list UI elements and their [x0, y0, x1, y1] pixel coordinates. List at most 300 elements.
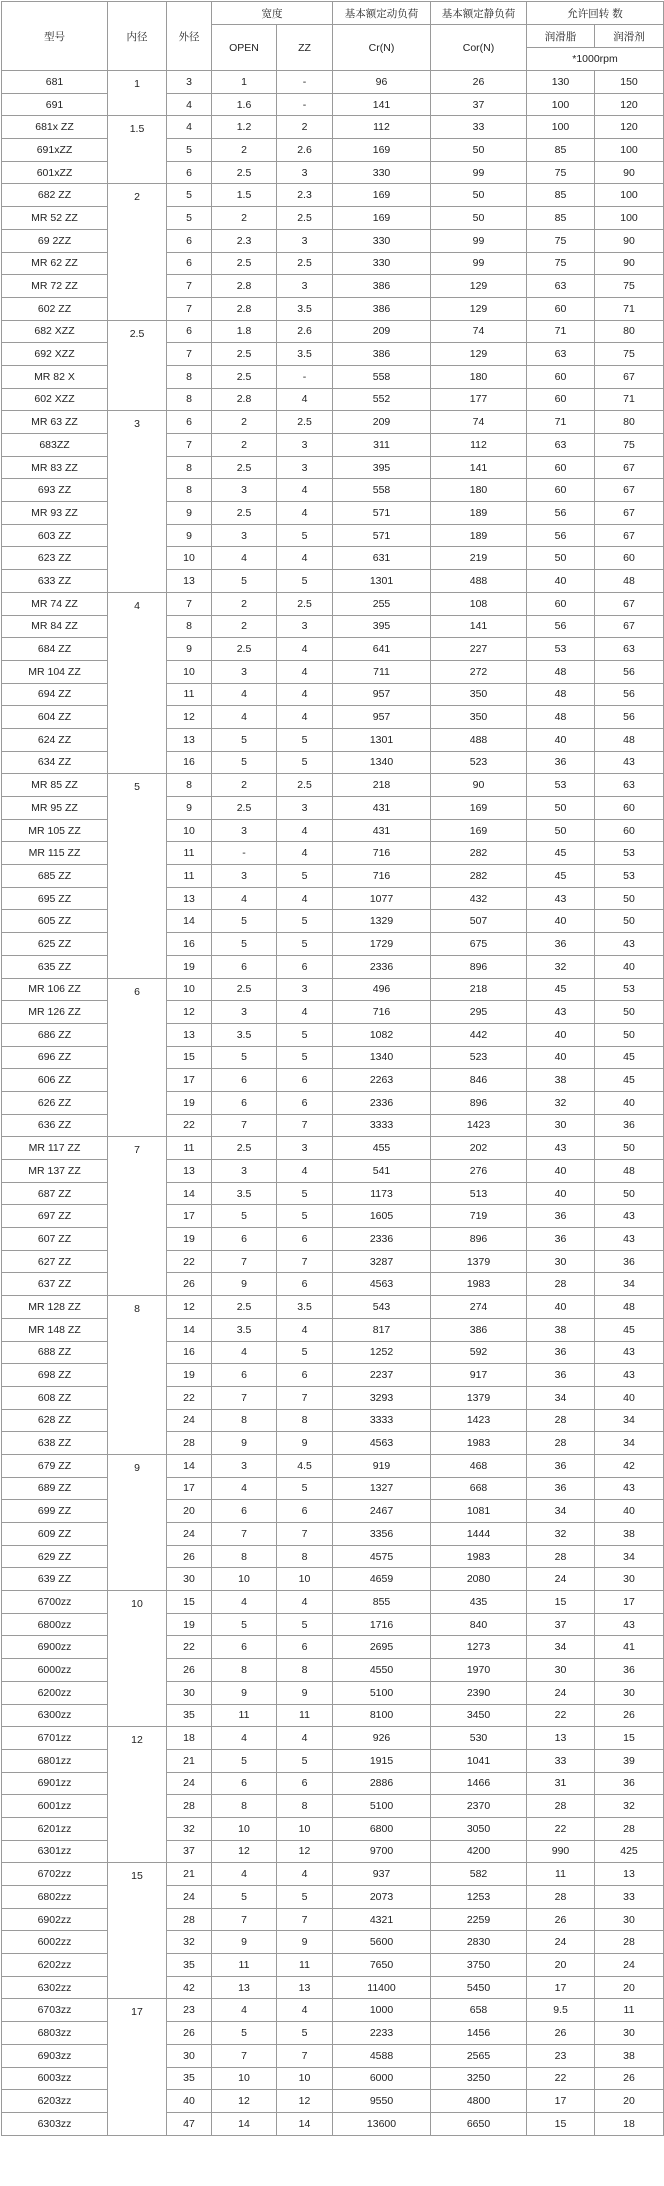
cell-static-load: 592 — [431, 1341, 527, 1364]
cell-speed-grease: 48 — [527, 683, 595, 706]
cell-speed-grease: 63 — [527, 434, 595, 457]
cell-model: 6703zz — [2, 1999, 108, 2022]
cell-model: 633 ZZ — [2, 570, 108, 593]
cell-dynamic-load: 1000 — [333, 1999, 431, 2022]
cell-width-open: 2.5 — [212, 978, 277, 1001]
cell-dynamic-load: 2695 — [333, 1636, 431, 1659]
cell-dynamic-load: 3293 — [333, 1386, 431, 1409]
cell-speed-grease: 23 — [527, 2044, 595, 2067]
cell-model: 6701zz — [2, 1727, 108, 1750]
cell-speed-oil: 38 — [595, 1523, 664, 1546]
cell-speed-oil: 39 — [595, 1749, 664, 1772]
table-row — [2, 456, 664, 479]
cell-dynamic-load: 141 — [333, 93, 431, 116]
cell-width-open: 2.5 — [212, 638, 277, 661]
table-row — [2, 683, 664, 706]
cell-static-load: 442 — [431, 1023, 527, 1046]
cell-static-load: 2259 — [431, 1908, 527, 1931]
cell-model: 684 ZZ — [2, 638, 108, 661]
cell-dynamic-load: 2467 — [333, 1500, 431, 1523]
table-row — [2, 1250, 664, 1273]
cell-width-open: 4 — [212, 1591, 277, 1614]
cell-speed-oil: 43 — [595, 1205, 664, 1228]
cell-dynamic-load: 4563 — [333, 1273, 431, 1296]
table-row — [2, 865, 664, 888]
cell-width-zz: 3 — [277, 615, 333, 638]
cell-width-zz: - — [277, 71, 333, 94]
cell-static-load: 896 — [431, 1228, 527, 1251]
cell-outer-diameter: 17 — [167, 1477, 212, 1500]
cell-outer-diameter: 10 — [167, 819, 212, 842]
table-row — [2, 1409, 664, 1432]
cell-static-load: 169 — [431, 797, 527, 820]
cell-static-load: 99 — [431, 161, 527, 184]
cell-dynamic-load: 1301 — [333, 570, 431, 593]
cell-model: 691xZZ — [2, 139, 108, 162]
cell-speed-oil: 33 — [595, 1886, 664, 1909]
cell-outer-diameter: 22 — [167, 1386, 212, 1409]
cell-speed-oil: 56 — [595, 660, 664, 683]
cell-static-load: 26 — [431, 71, 527, 94]
cell-speed-oil: 45 — [595, 1046, 664, 1069]
cell-width-zz: 2.5 — [277, 252, 333, 275]
cell-model: MR 84 ZZ — [2, 615, 108, 638]
cell-speed-oil: 45 — [595, 1069, 664, 1092]
cell-dynamic-load: 631 — [333, 547, 431, 570]
cell-speed-grease: 100 — [527, 93, 595, 116]
cell-static-load: 189 — [431, 502, 527, 525]
cell-width-open: 5 — [212, 1046, 277, 1069]
cell-speed-oil: 80 — [595, 320, 664, 343]
cell-dynamic-load: 7650 — [333, 1954, 431, 1977]
cell-model: 683ZZ — [2, 434, 108, 457]
cell-static-load: 218 — [431, 978, 527, 1001]
cell-speed-grease: 20 — [527, 1954, 595, 1977]
cell-speed-grease: 40 — [527, 1160, 595, 1183]
cell-speed-oil: 100 — [595, 139, 664, 162]
cell-outer-diameter: 18 — [167, 1727, 212, 1750]
table-row — [2, 161, 664, 184]
cell-inner-diameter: 1 — [108, 71, 167, 116]
cell-speed-grease: 33 — [527, 1749, 595, 1772]
cell-static-load: 112 — [431, 434, 527, 457]
cell-width-open: 2.5 — [212, 456, 277, 479]
cell-outer-diameter: 10 — [167, 547, 212, 570]
cell-speed-oil: 120 — [595, 93, 664, 116]
cell-model: MR 126 ZZ — [2, 1001, 108, 1024]
cell-outer-diameter: 13 — [167, 1023, 212, 1046]
cell-speed-oil: 50 — [595, 887, 664, 910]
cell-static-load: 1456 — [431, 2022, 527, 2045]
cell-inner-diameter: 2.5 — [108, 320, 167, 411]
table-row — [2, 1137, 664, 1160]
header-outer-diameter: 外径 — [167, 2, 212, 71]
cell-speed-oil: 90 — [595, 229, 664, 252]
cell-static-load: 180 — [431, 365, 527, 388]
cell-speed-grease: 48 — [527, 706, 595, 729]
cell-model: 681 — [2, 71, 108, 94]
bearing-spec-table — [1, 1, 664, 2136]
cell-outer-diameter: 9 — [167, 524, 212, 547]
cell-width-zz: 7 — [277, 1250, 333, 1273]
table-row — [2, 1341, 664, 1364]
cell-speed-oil: 67 — [595, 479, 664, 502]
cell-outer-diameter: 19 — [167, 1091, 212, 1114]
cell-speed-oil: 67 — [595, 592, 664, 615]
cell-speed-oil: 42 — [595, 1454, 664, 1477]
cell-outer-diameter: 24 — [167, 1523, 212, 1546]
cell-width-zz: 7 — [277, 1114, 333, 1137]
table-row — [2, 728, 664, 751]
cell-width-zz: 11 — [277, 1954, 333, 1977]
cell-model: MR 52 ZZ — [2, 207, 108, 230]
cell-model: 624 ZZ — [2, 728, 108, 751]
cell-static-load: 840 — [431, 1613, 527, 1636]
cell-width-zz: 6 — [277, 1636, 333, 1659]
cell-model: MR 148 ZZ — [2, 1318, 108, 1341]
cell-width-open: 3 — [212, 1160, 277, 1183]
table-row — [2, 1749, 664, 1772]
cell-inner-diameter: 4 — [108, 592, 167, 774]
cell-dynamic-load: 431 — [333, 797, 431, 820]
cell-model: 6001zz — [2, 1795, 108, 1818]
cell-width-zz: 5 — [277, 570, 333, 593]
table-row — [2, 2044, 664, 2067]
cell-model: MR 62 ZZ — [2, 252, 108, 275]
cell-dynamic-load: 571 — [333, 502, 431, 525]
cell-model: 682 XZZ — [2, 320, 108, 343]
cell-dynamic-load: 716 — [333, 865, 431, 888]
cell-dynamic-load: 3333 — [333, 1114, 431, 1137]
cell-outer-diameter: 21 — [167, 1863, 212, 1886]
cell-speed-grease: 30 — [527, 1114, 595, 1137]
cell-width-open: 5 — [212, 1886, 277, 1909]
table-row — [2, 910, 664, 933]
cell-width-open: 3.5 — [212, 1318, 277, 1341]
cell-width-zz: 5 — [277, 728, 333, 751]
cell-model: 688 ZZ — [2, 1341, 108, 1364]
cell-static-load: 1423 — [431, 1409, 527, 1432]
cell-speed-oil: 48 — [595, 570, 664, 593]
cell-width-open: 5 — [212, 2022, 277, 2045]
cell-width-open: 5 — [212, 728, 277, 751]
cell-model: MR 85 ZZ — [2, 774, 108, 797]
cell-outer-diameter: 35 — [167, 1954, 212, 1977]
cell-speed-grease: 85 — [527, 207, 595, 230]
cell-model: MR 137 ZZ — [2, 1160, 108, 1183]
cell-speed-grease: 60 — [527, 365, 595, 388]
cell-outer-diameter: 8 — [167, 615, 212, 638]
cell-static-load: 432 — [431, 887, 527, 910]
cell-speed-grease: 26 — [527, 2022, 595, 2045]
cell-width-open: 2.5 — [212, 161, 277, 184]
cell-model: 638 ZZ — [2, 1432, 108, 1455]
cell-dynamic-load: 937 — [333, 1863, 431, 1886]
cell-width-open: - — [212, 842, 277, 865]
cell-dynamic-load: 2263 — [333, 1069, 431, 1092]
cell-speed-oil: 34 — [595, 1545, 664, 1568]
cell-model: 609 ZZ — [2, 1523, 108, 1546]
table-row — [2, 71, 664, 94]
table-row — [2, 706, 664, 729]
cell-width-zz: 5 — [277, 1886, 333, 1909]
cell-model: MR 83 ZZ — [2, 456, 108, 479]
cell-static-load: 129 — [431, 343, 527, 366]
table-row — [2, 434, 664, 457]
cell-model: 679 ZZ — [2, 1454, 108, 1477]
cell-dynamic-load: 957 — [333, 683, 431, 706]
cell-static-load: 272 — [431, 660, 527, 683]
cell-dynamic-load: 1252 — [333, 1341, 431, 1364]
cell-outer-diameter: 11 — [167, 865, 212, 888]
cell-dynamic-load: 5100 — [333, 1795, 431, 1818]
cell-outer-diameter: 19 — [167, 1364, 212, 1387]
cell-static-load: 50 — [431, 207, 527, 230]
cell-width-open: 1.5 — [212, 184, 277, 207]
cell-speed-oil: 34 — [595, 1409, 664, 1432]
header-dynamic-load: 基本额定动负荷 — [333, 2, 431, 25]
cell-outer-diameter: 6 — [167, 411, 212, 434]
cell-width-open: 3 — [212, 660, 277, 683]
cell-width-open: 3 — [212, 1001, 277, 1024]
cell-model: 681x ZZ — [2, 116, 108, 139]
cell-speed-oil: 36 — [595, 1659, 664, 1682]
cell-speed-grease: 26 — [527, 1908, 595, 1931]
cell-model: 6303zz — [2, 2112, 108, 2135]
cell-outer-diameter: 35 — [167, 2067, 212, 2090]
cell-width-open: 4 — [212, 1477, 277, 1500]
cell-width-zz: 4 — [277, 842, 333, 865]
cell-dynamic-load: 2336 — [333, 1228, 431, 1251]
table-row — [2, 1069, 664, 1092]
cell-outer-diameter: 17 — [167, 1205, 212, 1228]
cell-speed-oil: 56 — [595, 683, 664, 706]
cell-width-zz: 12 — [277, 1840, 333, 1863]
cell-speed-oil: 40 — [595, 1386, 664, 1409]
cell-width-zz: 5 — [277, 1613, 333, 1636]
cell-model: MR 95 ZZ — [2, 797, 108, 820]
cell-width-open: 7 — [212, 1250, 277, 1273]
cell-outer-diameter: 4 — [167, 93, 212, 116]
cell-static-load: 2080 — [431, 1568, 527, 1591]
table-row — [2, 842, 664, 865]
cell-width-open: 3 — [212, 1454, 277, 1477]
cell-outer-diameter: 6 — [167, 229, 212, 252]
cell-dynamic-load: 386 — [333, 297, 431, 320]
cell-dynamic-load: 1327 — [333, 1477, 431, 1500]
cell-width-open: 9 — [212, 1681, 277, 1704]
table-row — [2, 411, 664, 434]
cell-speed-oil: 53 — [595, 865, 664, 888]
table-row — [2, 1205, 664, 1228]
cell-model: 6900zz — [2, 1636, 108, 1659]
cell-dynamic-load: 431 — [333, 819, 431, 842]
cell-outer-diameter: 6 — [167, 320, 212, 343]
cell-width-zz: 7 — [277, 2044, 333, 2067]
table-row — [2, 1386, 664, 1409]
cell-static-load: 141 — [431, 615, 527, 638]
cell-width-open: 5 — [212, 1613, 277, 1636]
cell-speed-oil: 18 — [595, 2112, 664, 2135]
cell-speed-grease: 22 — [527, 1817, 595, 1840]
cell-speed-grease: 22 — [527, 2067, 595, 2090]
cell-speed-grease: 15 — [527, 1591, 595, 1614]
table-row — [2, 1931, 664, 1954]
cell-width-zz: 4 — [277, 1591, 333, 1614]
table-row — [2, 638, 664, 661]
cell-static-load: 350 — [431, 683, 527, 706]
cell-outer-diameter: 40 — [167, 2090, 212, 2113]
cell-speed-oil: 100 — [595, 207, 664, 230]
cell-width-zz: 4 — [277, 887, 333, 910]
cell-dynamic-load: 330 — [333, 229, 431, 252]
cell-dynamic-load: 2073 — [333, 1886, 431, 1909]
cell-outer-diameter: 21 — [167, 1749, 212, 1772]
cell-model: 6903zz — [2, 2044, 108, 2067]
cell-dynamic-load: 169 — [333, 184, 431, 207]
cell-width-open: 11 — [212, 1704, 277, 1727]
cell-model: 6801zz — [2, 1749, 108, 1772]
cell-dynamic-load: 311 — [333, 434, 431, 457]
cell-inner-diameter: 12 — [108, 1727, 167, 1863]
cell-dynamic-load: 817 — [333, 1318, 431, 1341]
table-row — [2, 252, 664, 275]
cell-speed-grease: 71 — [527, 320, 595, 343]
cell-width-zz: 6 — [277, 955, 333, 978]
cell-model: 604 ZZ — [2, 706, 108, 729]
cell-width-open: 1.2 — [212, 116, 277, 139]
cell-speed-oil: 75 — [595, 343, 664, 366]
table-row — [2, 1364, 664, 1387]
table-row — [2, 1591, 664, 1614]
table-row — [2, 297, 664, 320]
cell-width-zz: 2.5 — [277, 207, 333, 230]
cell-model: 639 ZZ — [2, 1568, 108, 1591]
cell-outer-diameter: 13 — [167, 728, 212, 751]
cell-width-open: 7 — [212, 1523, 277, 1546]
cell-width-zz: 13 — [277, 1976, 333, 1999]
cell-dynamic-load: 1340 — [333, 1046, 431, 1069]
cell-model: MR 117 ZZ — [2, 1137, 108, 1160]
cell-width-open: 2 — [212, 592, 277, 615]
cell-static-load: 74 — [431, 411, 527, 434]
cell-static-load: 129 — [431, 275, 527, 298]
cell-speed-grease: 43 — [527, 1137, 595, 1160]
cell-speed-grease: 24 — [527, 1931, 595, 1954]
cell-width-open: 3 — [212, 865, 277, 888]
cell-width-open: 2 — [212, 411, 277, 434]
cell-outer-diameter: 30 — [167, 2044, 212, 2067]
cell-dynamic-load: 1329 — [333, 910, 431, 933]
cell-width-open: 4 — [212, 1341, 277, 1364]
cell-dynamic-load: 218 — [333, 774, 431, 797]
table-row — [2, 2090, 664, 2113]
cell-width-zz: 4 — [277, 479, 333, 502]
cell-speed-grease: 36 — [527, 1477, 595, 1500]
cell-outer-diameter: 42 — [167, 1976, 212, 1999]
cell-width-zz: - — [277, 365, 333, 388]
cell-speed-grease: 56 — [527, 524, 595, 547]
cell-width-open: 7 — [212, 2044, 277, 2067]
cell-model: 629 ZZ — [2, 1545, 108, 1568]
cell-static-load: 276 — [431, 1160, 527, 1183]
cell-width-zz: 6 — [277, 1500, 333, 1523]
cell-model: MR 115 ZZ — [2, 842, 108, 865]
cell-width-zz: 5 — [277, 933, 333, 956]
cell-dynamic-load: 5100 — [333, 1681, 431, 1704]
cell-outer-diameter: 24 — [167, 1886, 212, 1909]
cell-static-load: 3450 — [431, 1704, 527, 1727]
cell-speed-grease: 40 — [527, 910, 595, 933]
cell-model: 607 ZZ — [2, 1228, 108, 1251]
cell-model: MR 106 ZZ — [2, 978, 108, 1001]
cell-static-load: 896 — [431, 1091, 527, 1114]
cell-outer-diameter: 23 — [167, 1999, 212, 2022]
cell-speed-oil: 71 — [595, 388, 664, 411]
header-speed-oil: 润滑剂 — [595, 25, 664, 48]
cell-static-load: 295 — [431, 1001, 527, 1024]
cell-outer-diameter: 11 — [167, 1137, 212, 1160]
cell-width-open: 2.5 — [212, 797, 277, 820]
cell-static-load: 719 — [431, 1205, 527, 1228]
cell-outer-diameter: 16 — [167, 933, 212, 956]
cell-speed-oil: 34 — [595, 1273, 664, 1296]
cell-outer-diameter: 7 — [167, 297, 212, 320]
cell-outer-diameter: 19 — [167, 1613, 212, 1636]
cell-model: 6800zz — [2, 1613, 108, 1636]
table-row — [2, 1908, 664, 1931]
cell-speed-grease: 40 — [527, 1182, 595, 1205]
cell-width-zz: 10 — [277, 1817, 333, 1840]
cell-width-zz: 4.5 — [277, 1454, 333, 1477]
cell-model: 626 ZZ — [2, 1091, 108, 1114]
cell-width-zz: 2 — [277, 116, 333, 139]
cell-dynamic-load: 1301 — [333, 728, 431, 751]
cell-width-open: 2.5 — [212, 502, 277, 525]
cell-outer-diameter: 12 — [167, 706, 212, 729]
cell-width-open: 2 — [212, 434, 277, 457]
table-row — [2, 184, 664, 207]
cell-static-load: 1983 — [431, 1545, 527, 1568]
cell-width-open: 4 — [212, 1727, 277, 1750]
cell-dynamic-load: 2336 — [333, 955, 431, 978]
cell-width-open: 2 — [212, 207, 277, 230]
cell-outer-diameter: 7 — [167, 434, 212, 457]
cell-dynamic-load: 926 — [333, 1727, 431, 1750]
table-row — [2, 978, 664, 1001]
cell-dynamic-load: 3333 — [333, 1409, 431, 1432]
table-row — [2, 1477, 664, 1500]
cell-width-zz: 3 — [277, 797, 333, 820]
cell-outer-diameter: 20 — [167, 1500, 212, 1523]
cell-speed-grease: 32 — [527, 1523, 595, 1546]
cell-width-open: 6 — [212, 1069, 277, 1092]
cell-static-load: 33 — [431, 116, 527, 139]
table-row — [2, 570, 664, 593]
cell-static-load: 1081 — [431, 1500, 527, 1523]
cell-inner-diameter: 3 — [108, 411, 167, 593]
cell-width-zz: 6 — [277, 1069, 333, 1092]
cell-width-zz: 4 — [277, 1318, 333, 1341]
table-row — [2, 1954, 664, 1977]
cell-width-zz: 4 — [277, 1863, 333, 1886]
cell-model: 691 — [2, 93, 108, 116]
cell-model: 637 ZZ — [2, 1273, 108, 1296]
cell-inner-diameter: 8 — [108, 1296, 167, 1455]
table-row — [2, 751, 664, 774]
cell-speed-oil: 48 — [595, 1296, 664, 1319]
cell-width-open: 6 — [212, 1500, 277, 1523]
